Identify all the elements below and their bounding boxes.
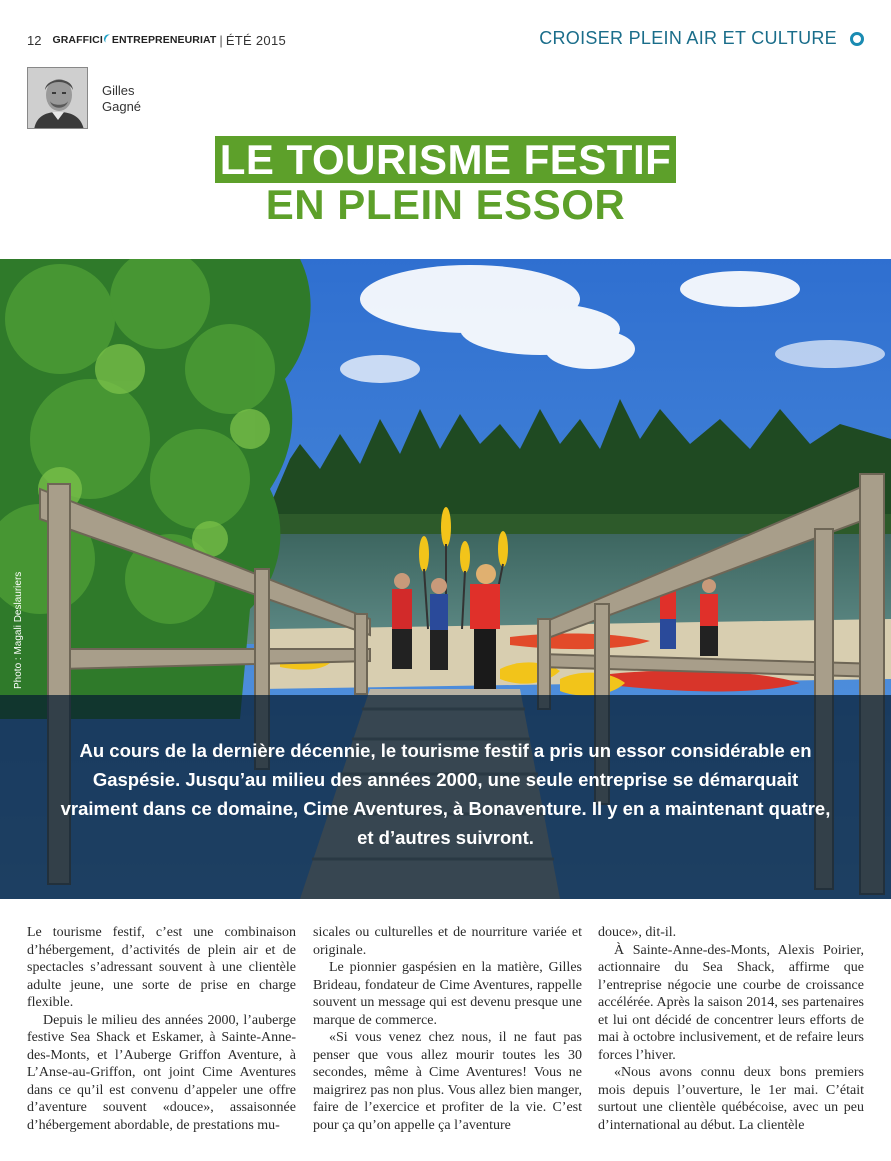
section-header xyxy=(539,28,864,49)
body-paragraph: À Sainte-Anne-des-Monts, Alexis Poirier, actionnaire du Sea Shack, affirme que l’entreprise négocie une courbe de croissance accélérée. Après la saison 2014, ses partenaires et lui ont décidé de concentrer leurs efforts de mai à octobre inclusivement, et de refaire leurs forces l’hiver. xyxy=(598,942,864,1063)
brand-section: ENTREPRENEURIAT xyxy=(111,34,217,46)
body-paragraph: Depuis le milieu des années 2000, l’auberge festive Sea Shack et Eskamer, à Sainte-Anne-des-Monts, et l’Auberge Griffon Aventure, à L’Anse-au-Griffon, ont joint Cime Aventures dans ce qu’il est convenu d’appeler une offre d’aventure souvent «douce», assaisonnée d’hébergement abordable, de prestations mu- xyxy=(27,1012,296,1133)
brand-name: GRAFFICI xyxy=(52,34,103,46)
body-paragraph: Le tourisme festif, c’est une combinaison d’hébergement, d’activités de plein air et de spectacles s’adressant souvent à une clientèle adulte jeune, une sorte de prise en charge flexible. xyxy=(27,925,296,1010)
running-header xyxy=(27,31,286,49)
body-paragraph: «Si vous venez chez nous, il ne faut pas penser que vous allez mourir toutes les 30 secondes, même à Cime Aventures! Vous ne maigrirez pas non plus. Vous allez bien manger, faire de l’exercice et profiter de la vie. C’est pour ça qu’on appelle ça l’aventure xyxy=(313,1030,582,1133)
headline-line-2: EN PLEIN ESSOR xyxy=(265,181,626,228)
header-separator: | xyxy=(219,32,223,48)
photo-credit: Photo : Magali Deslauriers xyxy=(13,571,24,689)
body-column-2 xyxy=(313,924,582,1134)
intro-paragraph: Au cours de la dernière décennie, le tourisme festif a pris un essor considérable en Gaspésie. Jusqu’au milieu des années 2000, une seule entreprise se démarquait vraiment dans ce domaine, Cime Aventures, à Bonaventure. Il y en a maintenant quatre, et d’autres suivront. xyxy=(60,740,831,848)
body-column-3 xyxy=(598,924,864,1134)
author-last-name: Gagné xyxy=(102,99,142,114)
body-paragraph: sicales ou culturelles et de nourriture variée et originale. xyxy=(313,925,582,958)
magazine-brand xyxy=(52,34,216,46)
section-ring-icon xyxy=(850,32,864,46)
body-paragraph: douce», dit-il. xyxy=(598,925,677,940)
section-title: CROISER PLEIN AIR ET CULTURE xyxy=(539,28,837,48)
headline-line-1 xyxy=(0,137,891,183)
author-first-name: Gilles xyxy=(102,83,135,98)
author-portrait-icon xyxy=(28,68,88,129)
author-byline xyxy=(102,83,141,115)
body-paragraph: Le pionnier gaspésien en la matière, Gilles Brideau, fondateur de Cime Aventures, rappelle souvent un message qui est devenu presque une marque de commerce. xyxy=(313,960,582,1028)
issue-season: ÉTÉ 2015 xyxy=(225,32,287,48)
page-number: 12 xyxy=(27,32,42,48)
body-column-1 xyxy=(27,924,296,1134)
body-paragraph: «Nous avons connu deux bons premiers mois depuis l’ouverture, le 1er mai. C’était surtout une clientèle québécoise, avec un peu d’international au début. La clientèle xyxy=(598,1065,864,1133)
author-photo xyxy=(27,67,88,129)
headline-highlight: LE TOURISME FESTIF xyxy=(215,136,677,183)
